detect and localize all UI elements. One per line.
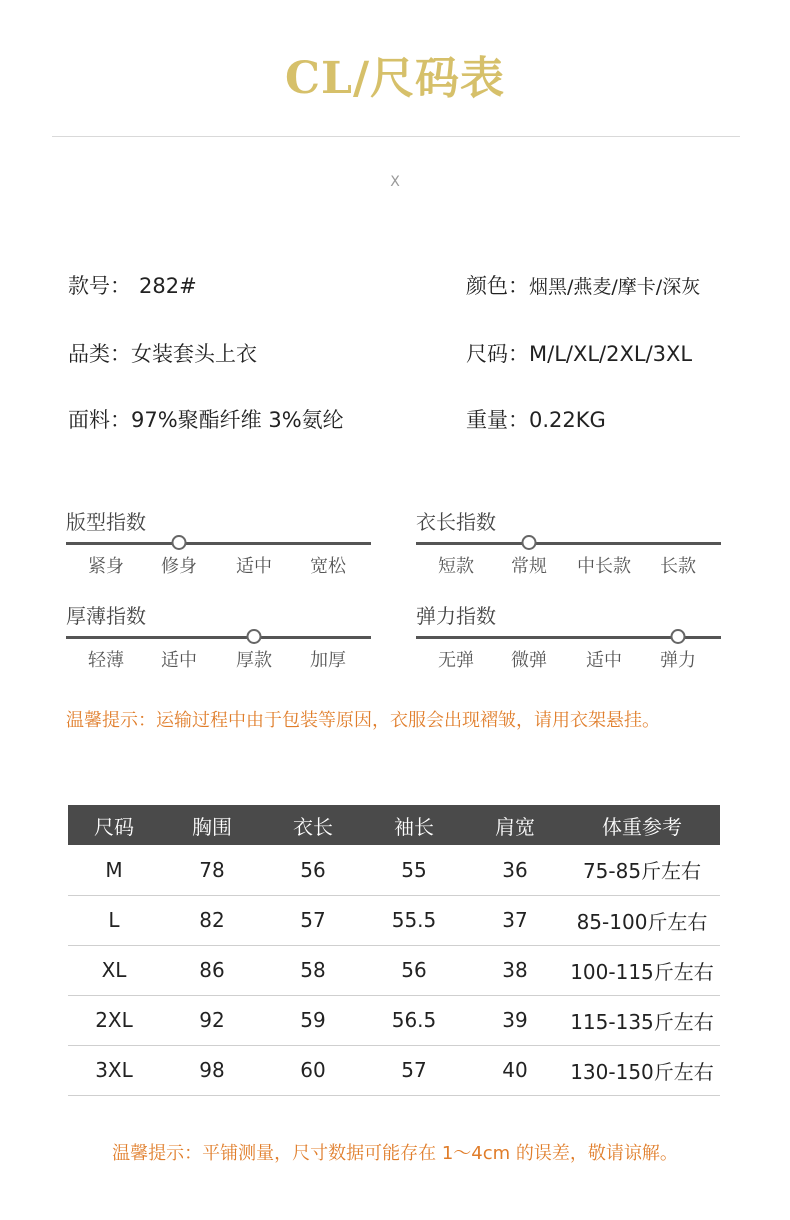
table-cell: M xyxy=(68,845,160,895)
table-header: 尺码 xyxy=(68,805,160,845)
table-cell: 86 xyxy=(160,945,264,995)
table-cell: 55 xyxy=(362,845,466,895)
table-cell: 56 xyxy=(264,845,362,895)
length-scale xyxy=(416,506,721,577)
table-cell: 39 xyxy=(466,995,564,1045)
fabric-label: 面料： xyxy=(68,408,131,432)
table-row xyxy=(68,995,720,1045)
scale-labels xyxy=(416,552,721,576)
scale-label: 修身 xyxy=(161,556,197,577)
table-row xyxy=(68,895,720,945)
category-value: 女装套头上衣 xyxy=(131,342,257,366)
scale-label: 适中 xyxy=(161,650,197,671)
title-divider xyxy=(52,136,740,137)
scale-track xyxy=(66,636,371,639)
table-cell: 2XL xyxy=(68,995,160,1045)
scale-knob xyxy=(671,629,686,644)
scale-track xyxy=(66,542,371,545)
table-cell: 130-150斤左右 xyxy=(564,1045,720,1095)
style-number-value: 282# xyxy=(139,274,197,298)
table-header-row xyxy=(68,805,720,845)
color-label: 颜色： xyxy=(466,274,529,298)
size-row xyxy=(466,338,692,368)
scale-label: 弹力 xyxy=(660,650,696,671)
size-table xyxy=(68,805,720,1096)
table-cell: 75-85斤左右 xyxy=(564,845,720,895)
fit-scale xyxy=(66,506,371,577)
weight-label: 重量： xyxy=(466,408,529,432)
table-cell: 38 xyxy=(466,945,564,995)
scale-title: 厚薄指数 xyxy=(66,604,146,628)
scale-knob xyxy=(172,535,187,550)
table-row xyxy=(68,945,720,995)
scale-track xyxy=(416,636,721,639)
scale-label: 厚款 xyxy=(236,650,272,671)
table-cell: 92 xyxy=(160,995,264,1045)
table-header: 袖长 xyxy=(362,805,466,845)
size-value: M/L/XL/2XL/3XL xyxy=(529,342,693,366)
table-cell: 37 xyxy=(466,895,564,945)
page-title: CL/尺码表 xyxy=(284,53,506,104)
fabric-row xyxy=(68,404,344,434)
table-cell: 3XL xyxy=(68,1045,160,1095)
packaging-tip: 温馨提示：运输过程中由于包装等原因，衣服会出现褶皱，请用衣架悬挂。 xyxy=(66,710,660,731)
table-cell: 55.5 xyxy=(362,895,466,945)
scale-labels xyxy=(66,552,371,576)
weight-row xyxy=(466,404,606,434)
scale-label: 轻薄 xyxy=(88,650,124,671)
scale-track xyxy=(416,542,721,545)
scale-knob xyxy=(522,535,537,550)
fabric-value: 97%聚酯纤维 3%氨纶 xyxy=(131,408,344,432)
scale-label: 适中 xyxy=(236,556,272,577)
scale-label: 适中 xyxy=(586,650,622,671)
size-label: 尺码： xyxy=(466,342,529,366)
scale-knob xyxy=(247,629,262,644)
scale-label: 无弹 xyxy=(438,650,474,671)
table-cell: 82 xyxy=(160,895,264,945)
style-number-label: 款号： xyxy=(68,274,131,298)
scale-labels xyxy=(416,646,721,670)
measurement-tip: 温馨提示：平铺测量，尺寸数据可能存在 1～4cm 的误差，敬请谅解。 xyxy=(112,1143,678,1164)
scale-label: 常规 xyxy=(511,556,547,577)
table-cell: 115-135斤左右 xyxy=(564,995,720,1045)
color-row xyxy=(466,270,700,300)
scale-label: 微弹 xyxy=(511,650,547,671)
x-mark: X xyxy=(390,174,400,190)
scale-labels xyxy=(66,646,371,670)
scale-title: 衣长指数 xyxy=(416,510,496,534)
table-cell: 59 xyxy=(264,995,362,1045)
table-cell: L xyxy=(68,895,160,945)
table-cell: 56 xyxy=(362,945,466,995)
scale-label: 中长款 xyxy=(577,556,631,577)
table-cell: 85-100斤左右 xyxy=(564,895,720,945)
scale-title: 版型指数 xyxy=(66,510,146,534)
table-cell: 40 xyxy=(466,1045,564,1095)
table-cell: 57 xyxy=(264,895,362,945)
table-cell: 57 xyxy=(362,1045,466,1095)
table-cell: 58 xyxy=(264,945,362,995)
table-cell: XL xyxy=(68,945,160,995)
table-header: 胸围 xyxy=(160,805,264,845)
scale-label: 短款 xyxy=(438,556,474,577)
table-cell: 100-115斤左右 xyxy=(564,945,720,995)
scale-label: 加厚 xyxy=(310,650,346,671)
table-cell: 98 xyxy=(160,1045,264,1095)
color-value: 烟黑/燕麦/摩卡/深灰 xyxy=(529,276,701,298)
table-row xyxy=(68,845,720,895)
table-cell: 36 xyxy=(466,845,564,895)
table-cell: 78 xyxy=(160,845,264,895)
table-header: 肩宽 xyxy=(466,805,564,845)
table-header: 衣长 xyxy=(264,805,362,845)
scale-label: 宽松 xyxy=(310,556,346,577)
table-row xyxy=(68,1045,720,1095)
table-cell: 60 xyxy=(264,1045,362,1095)
table-header: 体重参考 xyxy=(564,805,720,845)
scale-label: 紧身 xyxy=(88,556,124,577)
scale-label: 长款 xyxy=(660,556,696,577)
scale-title: 弹力指数 xyxy=(416,604,496,628)
style-number-row xyxy=(68,270,197,300)
table-cell: 56.5 xyxy=(362,995,466,1045)
weight-value: 0.22KG xyxy=(529,408,606,432)
elasticity-scale xyxy=(416,600,721,671)
thickness-scale xyxy=(66,600,371,671)
category-row xyxy=(68,338,257,368)
category-label: 品类： xyxy=(68,342,131,366)
